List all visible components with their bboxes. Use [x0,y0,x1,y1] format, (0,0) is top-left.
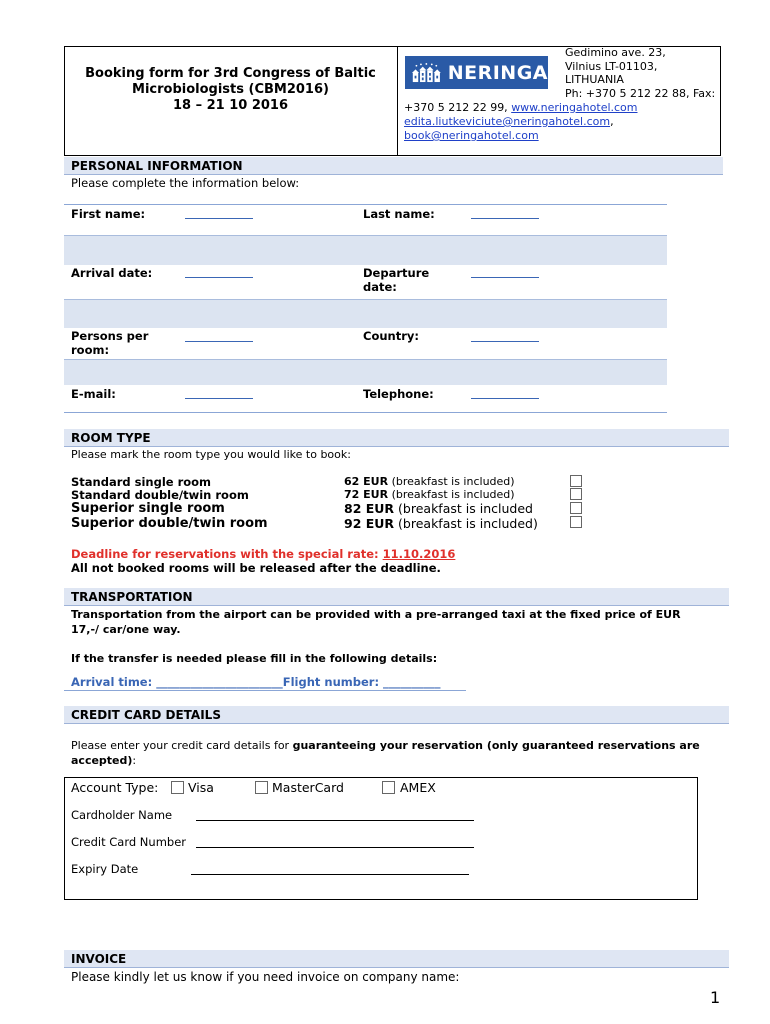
form-title [64,66,397,114]
credit-card-heading: CREDIT CARD DETAILS [64,706,729,724]
page-number: 1 [710,988,721,1007]
personal-stripe-3 [64,359,667,385]
personal-rule-top [64,204,667,205]
departure-date-field[interactable] [471,277,539,278]
transportation-text [71,607,681,637]
persons-per-room-label [71,329,148,357]
personal-stripe-1 [64,235,667,265]
transfer-rule [64,690,466,691]
header-divider [397,46,398,156]
cardholder-label: Cardholder Name [71,808,173,822]
room-name-4: Superior double/twin room [71,516,268,531]
building-icon [411,62,442,84]
personal-info-intro: Please complete the information below: [71,176,300,190]
telephone-label: Telephone: [363,387,434,401]
room-note-2: (breakfast is included) [391,488,515,501]
card-number-field[interactable] [196,847,474,848]
credit-intro-bold-2: accepted) [71,754,133,767]
room-note-3: (breakfast is included [398,501,533,516]
room-price-4 [344,516,538,531]
room-type-heading: ROOM TYPE [64,429,729,447]
room-price-3 [344,501,533,516]
visa-checkbox[interactable] [171,781,184,794]
hotel-address [565,46,715,100]
persons-label-line-1: Persons per [71,329,149,343]
email-separator: , [610,115,614,128]
departure-date-label [363,266,429,294]
address-line-2: Vilnius LT-01103, [565,59,658,73]
email-link-2[interactable]: book@neringahotel.com [404,129,539,142]
account-type-label: Account Type: [71,780,159,795]
room-note-4: (breakfast is included) [398,516,538,531]
deadline-text: Deadline for reservations with the special rate: [71,547,383,561]
amex-label: AMEX [400,780,436,795]
email-label: E-mail: [71,387,116,401]
persons-per-room-field[interactable] [185,341,253,342]
logo-text: NERINGA [447,61,548,84]
room-checkbox-2[interactable] [570,488,582,500]
personal-rule-bottom [64,412,667,413]
email-field[interactable] [185,398,253,399]
card-number-label: Credit Card Number [71,835,186,849]
transport-text-line-2: 17,-/ car/one way. [71,623,181,636]
country-label: Country: [363,329,419,343]
mastercard-label: MasterCard [272,780,344,795]
expiry-label: Expiry Date [71,862,139,876]
room-checkbox-4[interactable] [570,516,582,528]
cardholder-field[interactable] [196,820,474,821]
credit-card-intro [71,738,726,768]
credit-intro-end: : [132,754,137,767]
telephone-field[interactable] [471,398,539,399]
address-line-3: LITHUANIA [565,73,624,86]
room-name-1: Standard single room [71,475,212,489]
fax-number: +370 5 212 22 99, [404,101,512,114]
website-link[interactable]: www.neringahotel.com [511,101,638,114]
room-name-3: Superior single room [71,501,225,516]
room-price-value-2: 72 EUR [344,488,389,501]
room-price-1 [344,475,515,488]
arrival-date-field[interactable] [185,277,253,278]
transfer-fields [71,675,441,689]
hotel-logo [405,56,548,89]
transfer-instructions: If the transfer is needed please fill in the following details: [71,652,438,665]
credit-intro-bold-1: guaranteeing your reservation (only guaranteed reservations are [292,739,700,752]
room-name-2: Standard double/twin room [71,488,249,502]
room-price-2 [344,488,515,501]
email-link-1[interactable]: edita.liutkeviciute@neringahotel.com [404,115,611,128]
room-price-value-3: 82 EUR [344,501,395,516]
country-field[interactable] [471,341,539,342]
last-name-field[interactable] [471,218,539,219]
arrival-date-label: Arrival date: [71,266,153,280]
deadline-date: 11.10.2016 [382,547,456,561]
departure-label-line-2: date: [363,280,397,294]
room-checkbox-3[interactable] [570,502,582,514]
departure-label-line-1: Departure [363,266,430,280]
last-name-label: Last name: [363,207,435,221]
invoice-text: Please kindly let us know if you need invoice on company name: [71,970,460,984]
expiry-field[interactable] [191,874,469,875]
personal-info-heading: PERSONAL INFORMATION [64,157,723,175]
room-type-intro: Please mark the room type you would like to book: [71,448,351,461]
personal-stripe-2 [64,299,667,328]
title-line-2: Microbiologists (CBM2016) [132,82,329,97]
room-note-1: (breakfast is included) [391,475,515,488]
deadline-notice [71,547,455,561]
title-line-3: 18 – 21 10 2016 [172,98,289,113]
amex-checkbox[interactable] [382,781,395,794]
room-price-value-1: 62 EUR [344,475,389,488]
transportation-heading: TRANSPORTATION [64,588,729,606]
address-line-4: Ph: +370 5 212 22 88, Fax: [565,86,716,100]
first-name-label: First name: [71,207,146,221]
mastercard-checkbox[interactable] [255,781,268,794]
persons-label-line-2: room: [71,343,110,357]
credit-intro-plain: Please enter your credit card details for [71,739,293,752]
release-notice: All not booked rooms will be released after the deadline. [71,561,441,575]
room-price-value-4: 92 EUR [344,516,395,531]
invoice-heading: INVOICE [64,950,729,968]
hotel-contact [404,101,638,143]
flight-number-field[interactable]: Flight number: __________ [282,675,441,689]
title-line-1: Booking form for 3rd Congress of Baltic [85,66,376,81]
visa-label: Visa [188,780,214,795]
transport-text-line-1: Transportation from the airport can be provided with a pre-arranged taxi at the fixed price of EUR [71,608,681,621]
transfer-gap: ____________ [213,675,283,689]
arrival-time-field[interactable]: Arrival time: __________ [71,675,214,689]
room-checkbox-1[interactable] [570,475,582,487]
first-name-field[interactable] [185,218,253,219]
address-line-1: Gedimino ave. 23, [565,46,666,59]
